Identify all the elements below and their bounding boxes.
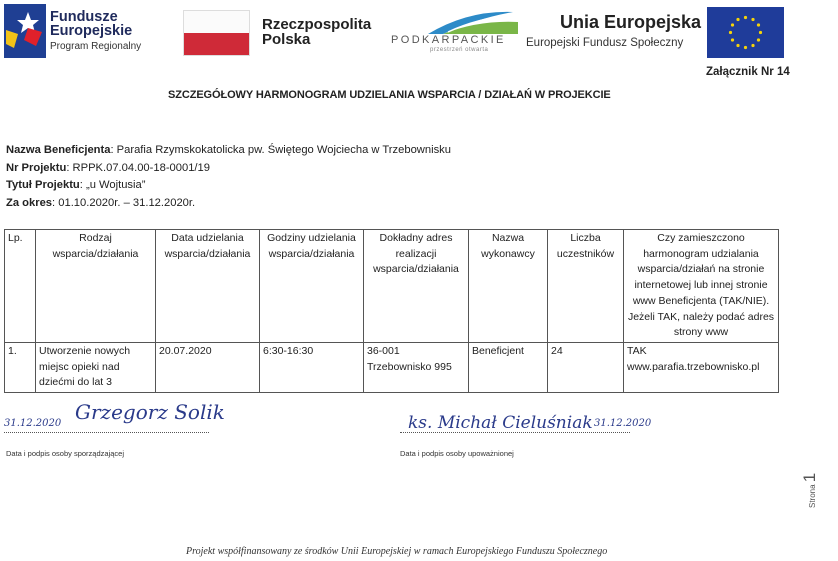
eu-star-icon [729, 31, 732, 34]
header-participants: Liczba uczestników [548, 230, 624, 343]
fundusze-europejskie-logo-icon [4, 4, 46, 58]
cell-hours: 6:30-16:30 [260, 342, 364, 392]
header-published: Czy zamieszczono harmonogram udzialania wsparcia/działań na stronie internetowej lub innej stronie www Beneficjenta (TAK/NIE). Jeżeli TAK, należy podać adres strony www [624, 230, 779, 343]
header-address: Dokładny adres realizacji wsparcia/działania [364, 230, 469, 343]
document-title: SZCZEGÓŁOWY HARMONOGRAM UDZIELANIA WSPARCIA / DZIAŁAŃ W PROJEKCIE [168, 89, 611, 101]
page-number: Strona 1 [800, 472, 819, 508]
eu-star-icon [744, 16, 747, 19]
header-type: Rodzaj wsparcia/działania [36, 230, 156, 343]
signature-right: ks. Michał Cieluśniak [408, 413, 593, 433]
polish-flag-icon [183, 10, 250, 56]
eu-star-icon [757, 38, 760, 41]
info-project-number: Nr Projektu: RPPK.07.04.00-18-0001/19 [6, 161, 210, 174]
footer-cofinancing-text: Projekt współfinansowany ze środków Unii Europejskiej w ramach Europejskiego Funduszu Społecznego [186, 546, 608, 557]
info-project-title: Tytuł Projektu: „u Wojtusia” [6, 179, 146, 192]
unia-europejska-text: Unia Europejska [560, 12, 702, 32]
cell-contractor: Beneficjent [469, 342, 548, 392]
eu-star-icon [736, 18, 739, 21]
signature-left: Grzegorz Solik [75, 400, 225, 424]
table-row [5, 342, 779, 392]
eu-flag-icon [707, 7, 784, 58]
eu-star-icon [751, 44, 754, 47]
eu-star-icon [731, 23, 734, 26]
eu-star-icon [736, 44, 739, 47]
project-info [6, 142, 451, 212]
podkarpackie-text: PODKARPACKIE [391, 34, 506, 46]
header-date: Data udzielania wsparcia/działania [156, 230, 260, 343]
eu-star-icon [751, 18, 754, 21]
info-beneficiary: Nazwa Beneficjenta: Parafia Rzymskokatolicka pw. Świętego Wojciecha w Trzebownisku [6, 144, 451, 156]
header-hours: Godziny udzielania wsparcia/działania [260, 230, 364, 343]
eu-star-icon [744, 46, 747, 49]
cell-address: 36-001 Trzebownisko 995 [364, 342, 469, 392]
rzeczpospolita-polska-text: Rzeczpospolita Polska [262, 16, 372, 48]
cell-participants: 24 [548, 342, 624, 392]
table-header-row [5, 230, 779, 343]
efs-text: Europejski Fundusz Społeczny [526, 37, 684, 49]
signature-right-line [400, 432, 630, 433]
signature-left-line [4, 432, 209, 433]
signature-right-label: Data i podpis osoby upoważnionej [400, 449, 514, 458]
cell-published: TAK www.parafia.trzebownisko.pl [624, 342, 779, 392]
cell-type: Utworzenie nowych miejsc opieki nad dziećmi do lat 3 [36, 342, 156, 392]
podkarpackie-tagline: przestrzeń otwarta [430, 47, 489, 53]
eu-star-icon [731, 38, 734, 41]
cell-lp: 1. [5, 342, 36, 392]
header-contractor: Nazwa wykonawcy [469, 230, 548, 343]
signature-right-date: 31.12.2020 [594, 418, 652, 429]
header-lp: Lp. [5, 230, 36, 343]
cell-date: 20.07.2020 [156, 342, 260, 392]
schedule-table [4, 229, 779, 393]
eu-star-icon [759, 31, 762, 34]
fundusze-europejskie-text: Fundusze Europejskie Program Regionalny [50, 9, 142, 52]
signature-left-label: Data i podpis osoby sporządzającej [6, 449, 124, 458]
eu-star-icon [757, 23, 760, 26]
info-period: Za okres: 01.10.2020r. – 31.12.2020r. [6, 196, 196, 209]
attachment-number: Załącznik Nr 14 [706, 66, 790, 78]
signature-left-date: 31.12.2020 [4, 418, 62, 429]
